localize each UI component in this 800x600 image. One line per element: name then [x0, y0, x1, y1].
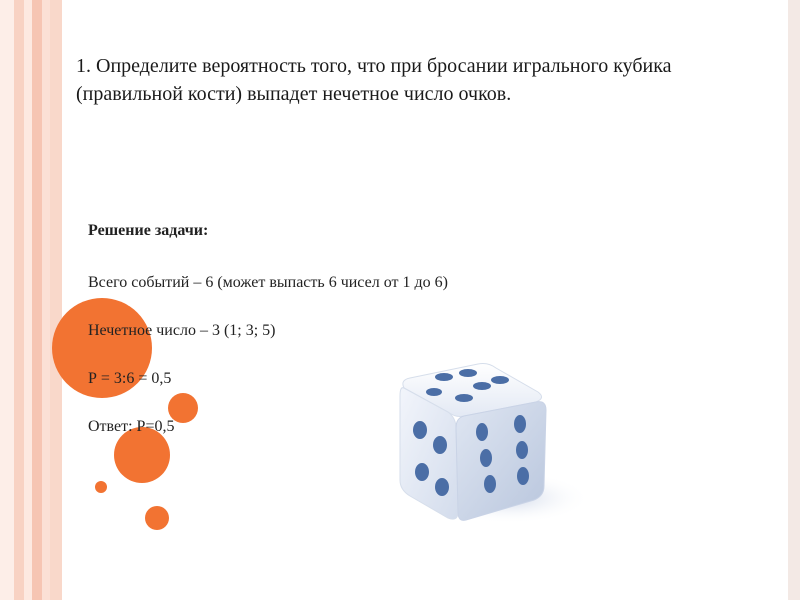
decor-stripe	[32, 0, 42, 600]
decor-stripe	[14, 0, 24, 600]
decor-circle-small	[145, 506, 169, 530]
solution-line-total: Всего событий – 6 (может выпасть 6 чисел от 1 до 6)	[88, 274, 448, 291]
solution-heading: Решение задачи:	[88, 222, 209, 239]
decor-stripe	[24, 0, 32, 600]
decor-stripe	[42, 0, 50, 600]
decor-stripe	[50, 0, 62, 600]
solution-line-odd: Нечетное число – 3 (1; 3; 5)	[88, 322, 276, 339]
decor-stripe-right	[788, 0, 800, 600]
task-title: 1. Определите вероятность того, что при бросании игрального кубика (правильной кости) выпадет нечетное число очков.	[76, 55, 672, 105]
decor-stripe	[0, 0, 14, 600]
solution-line-probability: Р = 3:6 = 0,5	[88, 370, 172, 387]
dice-illustration	[360, 350, 590, 530]
solution-line-answer: Ответ: Р=0,5	[88, 418, 175, 435]
dice-icon	[360, 350, 590, 530]
decor-circle-tiny	[95, 481, 107, 493]
